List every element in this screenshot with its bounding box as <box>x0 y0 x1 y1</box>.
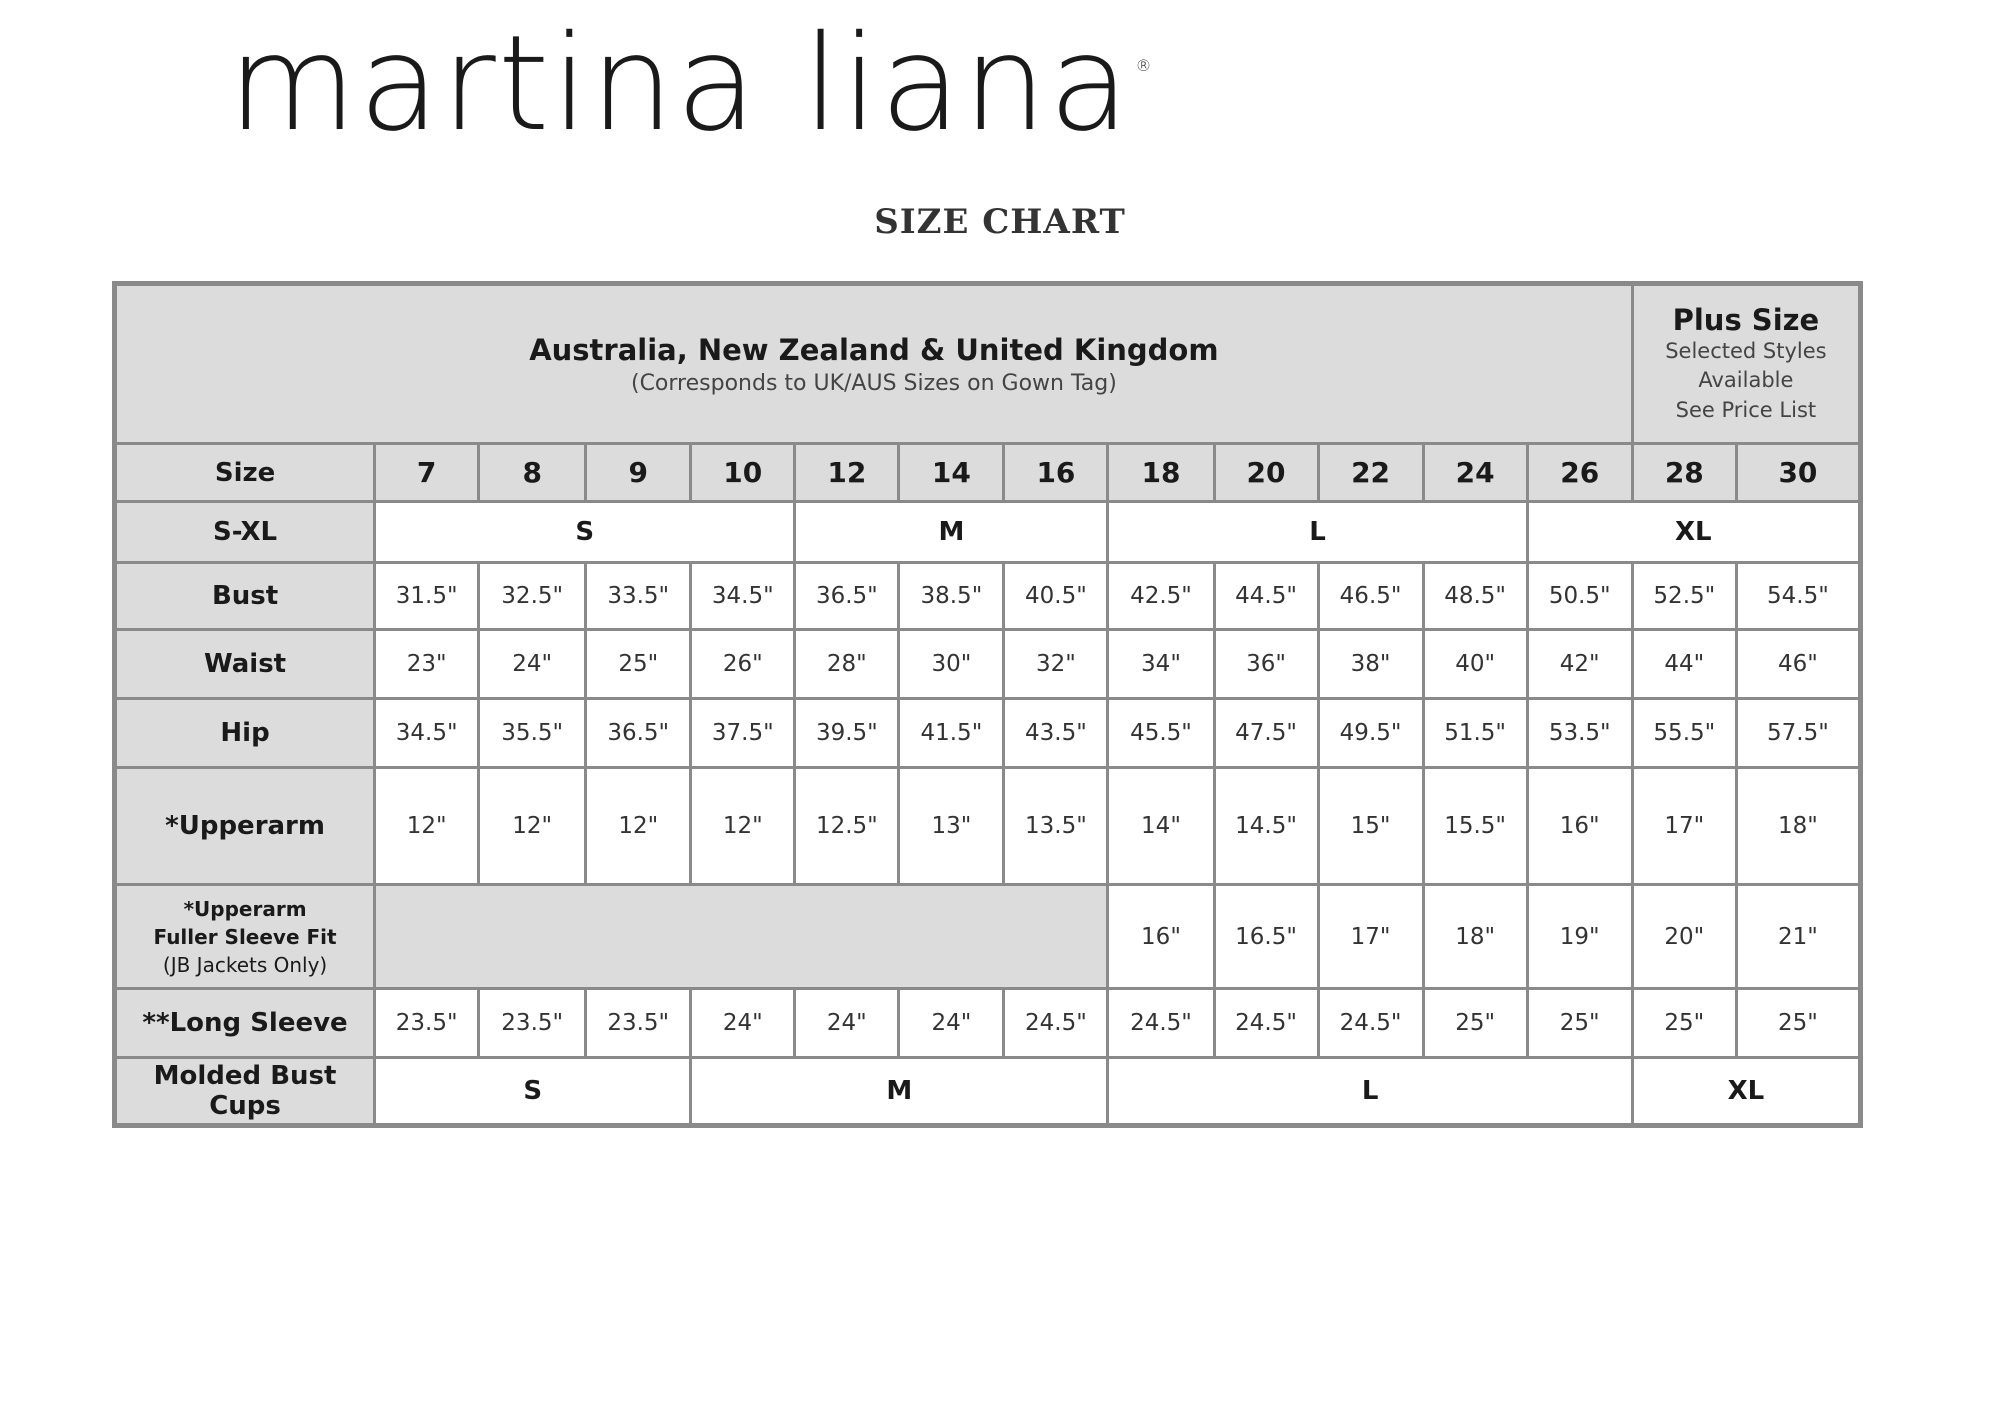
waist-value-cell: 23" <box>375 630 479 699</box>
waist-value-cell: 25" <box>586 630 691 699</box>
fuller-sleeve-value-cell: 16.5" <box>1214 885 1318 989</box>
upperarm-value-cell: 12.5" <box>795 768 899 885</box>
waist-value-cell: 34" <box>1108 630 1214 699</box>
fuller-sleeve-value-cell: 16" <box>1108 885 1214 989</box>
bust-row <box>115 563 1861 630</box>
fuller-sleeve-value-cell: 19" <box>1527 885 1632 989</box>
sxl-group-cell: M <box>795 502 1108 563</box>
hip-value-cell: 39.5" <box>795 699 899 768</box>
region-title: Australia, New Zealand & United Kingdom <box>529 332 1219 367</box>
cups-group-cell: L <box>1108 1058 1632 1126</box>
row-label-long-sleeve: **Long Sleeve <box>115 989 375 1058</box>
row-label-sxl: S-XL <box>115 502 375 563</box>
long-sleeve-value-cell: 23.5" <box>375 989 479 1058</box>
hip-value-cell: 49.5" <box>1318 699 1423 768</box>
long-sleeve-value-cell: 24" <box>899 989 1004 1058</box>
long-sleeve-value-cell: 25" <box>1632 989 1736 1058</box>
hip-value-cell: 36.5" <box>586 699 691 768</box>
plus-size-title: Plus Size <box>1672 302 1820 337</box>
waist-value-cell: 42" <box>1527 630 1632 699</box>
fuller-sleeve-value-cell: 21" <box>1736 885 1860 989</box>
hip-value-cell: 51.5" <box>1423 699 1527 768</box>
size-header-cell: 18 <box>1108 444 1214 502</box>
hip-value-cell: 45.5" <box>1108 699 1214 768</box>
bust-value-cell: 31.5" <box>375 563 479 630</box>
fuller-sleeve-value-cell: 20" <box>1632 885 1736 989</box>
long-sleeve-value-cell: 25" <box>1736 989 1860 1058</box>
long-sleeve-value-cell: 25" <box>1527 989 1632 1058</box>
size-header-cell: 16 <box>1004 444 1108 502</box>
region-header <box>115 284 1633 444</box>
fuller-sleeve-row <box>115 885 1861 989</box>
upperarm-value-cell: 15" <box>1318 768 1423 885</box>
long-sleeve-value-cell: 23.5" <box>586 989 691 1058</box>
row-label-waist: Waist <box>115 630 375 699</box>
fuller-sleeve-label-line: *Upperarm <box>183 896 307 921</box>
waist-value-cell: 38" <box>1318 630 1423 699</box>
upperarm-value-cell: 16" <box>1527 768 1632 885</box>
long-sleeve-value-cell: 23.5" <box>479 989 586 1058</box>
bust-value-cell: 38.5" <box>899 563 1004 630</box>
upperarm-value-cell: 12" <box>691 768 795 885</box>
bust-value-cell: 36.5" <box>795 563 899 630</box>
sxl-group-cell: XL <box>1527 502 1860 563</box>
upperarm-value-cell: 14" <box>1108 768 1214 885</box>
cups-group-cell: M <box>691 1058 1108 1126</box>
brand-name: martina liana <box>228 7 1132 161</box>
upperarm-value-cell: 13" <box>899 768 1004 885</box>
waist-value-cell: 26" <box>691 630 795 699</box>
long-sleeve-value-cell: 24" <box>691 989 795 1058</box>
size-header-cell: 20 <box>1214 444 1318 502</box>
upperarm-value-cell: 13.5" <box>1004 768 1108 885</box>
size-header-cell: 24 <box>1423 444 1527 502</box>
bust-value-cell: 32.5" <box>479 563 586 630</box>
bust-value-cell: 50.5" <box>1527 563 1632 630</box>
long-sleeve-value-cell: 24.5" <box>1214 989 1318 1058</box>
hip-value-cell: 41.5" <box>899 699 1004 768</box>
row-label-size: Size <box>115 444 375 502</box>
molded-bust-cups-row <box>115 1058 1861 1126</box>
hip-value-cell: 53.5" <box>1527 699 1632 768</box>
long-sleeve-value-cell: 24.5" <box>1108 989 1214 1058</box>
bust-value-cell: 52.5" <box>1632 563 1736 630</box>
upperarm-value-cell: 12" <box>586 768 691 885</box>
plus-size-note: Selected Styles <box>1665 338 1827 363</box>
plus-size-note: See Price List <box>1675 397 1817 422</box>
hip-value-cell: 37.5" <box>691 699 795 768</box>
row-label-upperarm: *Upperarm <box>115 768 375 885</box>
hip-value-cell: 34.5" <box>375 699 479 768</box>
size-header-cell: 28 <box>1632 444 1736 502</box>
plus-size-note: Available <box>1698 368 1794 393</box>
upperarm-value-cell: 12" <box>375 768 479 885</box>
fuller-sleeve-value-cell: 18" <box>1423 885 1527 989</box>
upperarm-value-cell: 18" <box>1736 768 1860 885</box>
bust-value-cell: 42.5" <box>1108 563 1214 630</box>
waist-value-cell: 36" <box>1214 630 1318 699</box>
hip-value-cell: 55.5" <box>1632 699 1736 768</box>
cups-group-cell: S <box>375 1058 691 1126</box>
hip-row <box>115 699 1861 768</box>
sxl-group-cell: L <box>1108 502 1527 563</box>
bust-value-cell: 48.5" <box>1423 563 1527 630</box>
waist-value-cell: 46" <box>1736 630 1860 699</box>
cups-group-cell: XL <box>1632 1058 1860 1126</box>
size-header-cell: 9 <box>586 444 691 502</box>
upperarm-value-cell: 12" <box>479 768 586 885</box>
waist-value-cell: 24" <box>479 630 586 699</box>
row-label-molded-bust-cups: Molded Bust Cups <box>115 1058 375 1126</box>
long-sleeve-value-cell: 24.5" <box>1004 989 1108 1058</box>
upperarm-value-cell: 14.5" <box>1214 768 1318 885</box>
size-header-cell: 30 <box>1736 444 1860 502</box>
upperarm-row <box>115 768 1861 885</box>
waist-value-cell: 40" <box>1423 630 1527 699</box>
hip-value-cell: 35.5" <box>479 699 586 768</box>
size-header-cell: 7 <box>375 444 479 502</box>
size-header-cell: 8 <box>479 444 586 502</box>
row-label-hip: Hip <box>115 699 375 768</box>
long-sleeve-value-cell: 24" <box>795 989 899 1058</box>
size-row <box>115 444 1861 502</box>
waist-value-cell: 32" <box>1004 630 1108 699</box>
size-header-cell: 22 <box>1318 444 1423 502</box>
waist-row <box>115 630 1861 699</box>
long-sleeve-row <box>115 989 1861 1058</box>
size-chart-table <box>112 281 1863 1128</box>
fuller-sleeve-label-line: Fuller Sleeve Fit <box>153 924 337 949</box>
hip-value-cell: 43.5" <box>1004 699 1108 768</box>
size-header-cell: 14 <box>899 444 1004 502</box>
size-header-cell: 12 <box>795 444 899 502</box>
bust-value-cell: 54.5" <box>1736 563 1860 630</box>
sxl-row <box>115 502 1861 563</box>
waist-value-cell: 44" <box>1632 630 1736 699</box>
waist-value-cell: 30" <box>899 630 1004 699</box>
sxl-group-cell: S <box>375 502 795 563</box>
bust-value-cell: 44.5" <box>1214 563 1318 630</box>
upperarm-value-cell: 15.5" <box>1423 768 1527 885</box>
row-label-bust: Bust <box>115 563 375 630</box>
upperarm-value-cell: 17" <box>1632 768 1736 885</box>
fuller-sleeve-empty-block <box>375 885 1108 989</box>
bust-value-cell: 40.5" <box>1004 563 1108 630</box>
long-sleeve-value-cell: 24.5" <box>1318 989 1423 1058</box>
size-header-cell: 26 <box>1527 444 1632 502</box>
row-label-fuller-sleeve <box>115 885 375 989</box>
region-subtitle: (Corresponds to UK/AUS Sizes on Gown Tag) <box>630 370 1117 396</box>
bust-value-cell: 33.5" <box>586 563 691 630</box>
bust-value-cell: 34.5" <box>691 563 795 630</box>
plus-size-header <box>1632 284 1860 444</box>
fuller-sleeve-value-cell: 17" <box>1318 885 1423 989</box>
fuller-sleeve-label-line: (JB Jackets Only) <box>162 952 328 977</box>
brand-logo <box>228 7 1154 161</box>
waist-value-cell: 28" <box>795 630 899 699</box>
hip-value-cell: 47.5" <box>1214 699 1318 768</box>
page-title: SIZE CHART <box>874 202 1126 242</box>
long-sleeve-value-cell: 25" <box>1423 989 1527 1058</box>
size-header-cell: 10 <box>691 444 795 502</box>
hip-value-cell: 57.5" <box>1736 699 1860 768</box>
registered-mark: ® <box>1135 56 1154 75</box>
bust-value-cell: 46.5" <box>1318 563 1423 630</box>
